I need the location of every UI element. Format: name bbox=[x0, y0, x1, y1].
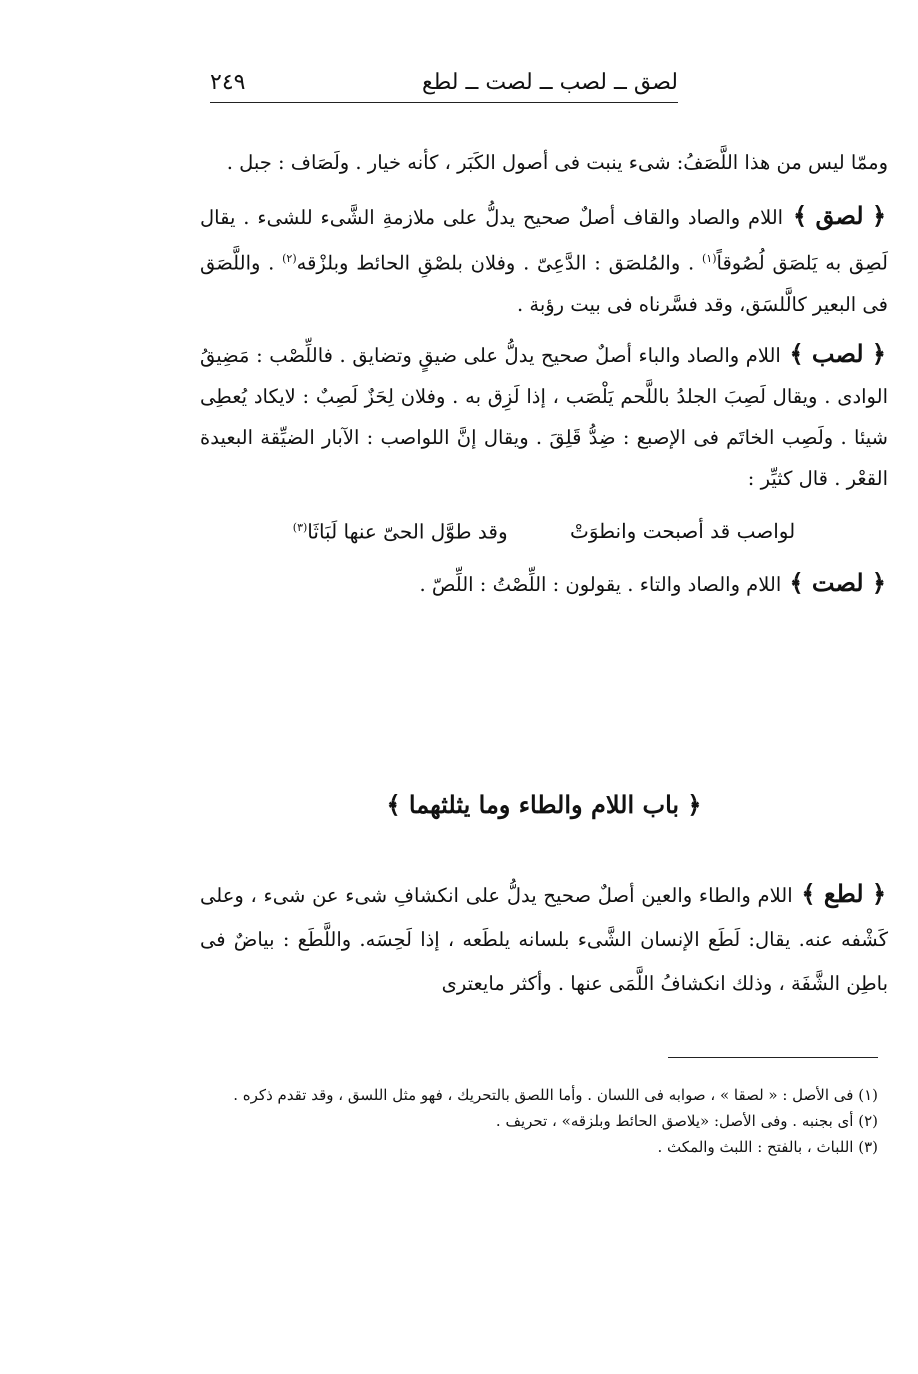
entry-text: اللام والصاد والقاف أصلٌ صحيح يدلُّ على ملازمةِ الشَّىء للشىء . يقال لَصِق به يَلصَق لُصُوقاً bbox=[200, 206, 889, 275]
entry-lasaqa bbox=[200, 195, 888, 325]
footnotes bbox=[210, 1082, 878, 1160]
intro-paragraph: وممّا ليس من هذا اللَّصَفُ: شىء ينبت فى أصول الكَبَر ، كأنه خيار . ولَصَاف : جبل . bbox=[226, 151, 888, 174]
footnote-divider bbox=[668, 1057, 878, 1058]
entry-text: اللام والصاد والباء أصلٌ صحيح يدلُّ على ضيقٍ وتضايق . فاللِّصْب : مَضِيقُ الوادى . ويقال لَصِبَ الجلدُ باللَّحم يَلْصَب ، إذا لَزِق به . وفلان لِحَزٌ لَصِبٌ : لايكاد يُعطِى شيئا . ولَصِب الخاتَم فى الإصبع : ضِدُّ قَلِقَ . ويقال إنَّ اللواصب : الآبار الضيِّقة البعيدة القعْر . قال كثيِّر : bbox=[200, 343, 888, 490]
verse-hemistich: وقد طوَّل الحىّ عنها لَبَاثَا$^{(٣)}$ bbox=[292, 519, 508, 544]
entry-headword: ﴿ لصق ﴾ bbox=[793, 201, 887, 230]
entry-text: . واللَّصَق فى البعير كالَّلسَق، وقد فسَّرناه فى بيت رؤبة . bbox=[200, 251, 888, 316]
poetry-verse bbox=[200, 507, 888, 553]
footnote: (٣) اللباث ، بالفتح : اللبث والمكث . bbox=[657, 1138, 878, 1156]
entry-headword: ﴿ لصب ﴾ bbox=[789, 338, 886, 368]
entry-text: . والمُلصَق : الدَّعِىّ . وفلان بلصْقِ الحائط وبلزْقه bbox=[296, 251, 695, 275]
entry-lasaba bbox=[200, 333, 888, 499]
main-text bbox=[200, 142, 888, 613]
footnote: (٢) أى بجنبه . وفى الأصل: «يلاصق الحائط وبلزقه» ، تحريف . bbox=[495, 1112, 878, 1130]
entry-text: اللام والصاد والتاء . يقولون : اللِّصْتُ : اللِّصّ . bbox=[419, 573, 782, 597]
page-number: ٢٤٩ bbox=[210, 69, 246, 95]
footnote-mark: (٢) bbox=[282, 252, 297, 265]
footnote: (١) فى الأصل : « لصقا » ، صوابه فى اللسان . وأما اللصق بالتحريك ، فهو مثل اللسق ، وقد تقدم ذكره . bbox=[233, 1086, 878, 1104]
entry-lasata bbox=[200, 562, 888, 605]
chapter-heading: ﴿ باب اللام والطاء وما يثلثهما ﴾ bbox=[386, 790, 702, 819]
entry-lataa bbox=[200, 872, 888, 1006]
main-text-continued bbox=[200, 872, 888, 1006]
entry-text: اللام والطاء والعين أصلٌ صحيح يدلُّ على انكشافِ شىء عن شىء ، وعلى كَشْفه عنه. يقال: لَطَع الإنسان الشَّىء بلسانه يلطَعه ، إذا لَحِسَه. واللَّطَع : بياضٌ فى باطِن الشَّفَة ، وذلك انكشافُ اللَّمَى عنها . وأكثر مايعترى bbox=[200, 884, 888, 995]
footnote-mark: (٣) bbox=[292, 520, 308, 534]
running-title: لصق ــ لصب ــ لصت ــ لطع bbox=[422, 69, 678, 95]
entry-headword: ﴿ لصت ﴾ bbox=[789, 568, 886, 598]
footnote-mark: (١) bbox=[701, 252, 717, 265]
entry-headword: ﴿ لطع ﴾ bbox=[801, 879, 887, 908]
verse-hemistich: لواصب قد أصبحت وانطوَتْ bbox=[569, 519, 796, 544]
page-header bbox=[210, 62, 678, 103]
